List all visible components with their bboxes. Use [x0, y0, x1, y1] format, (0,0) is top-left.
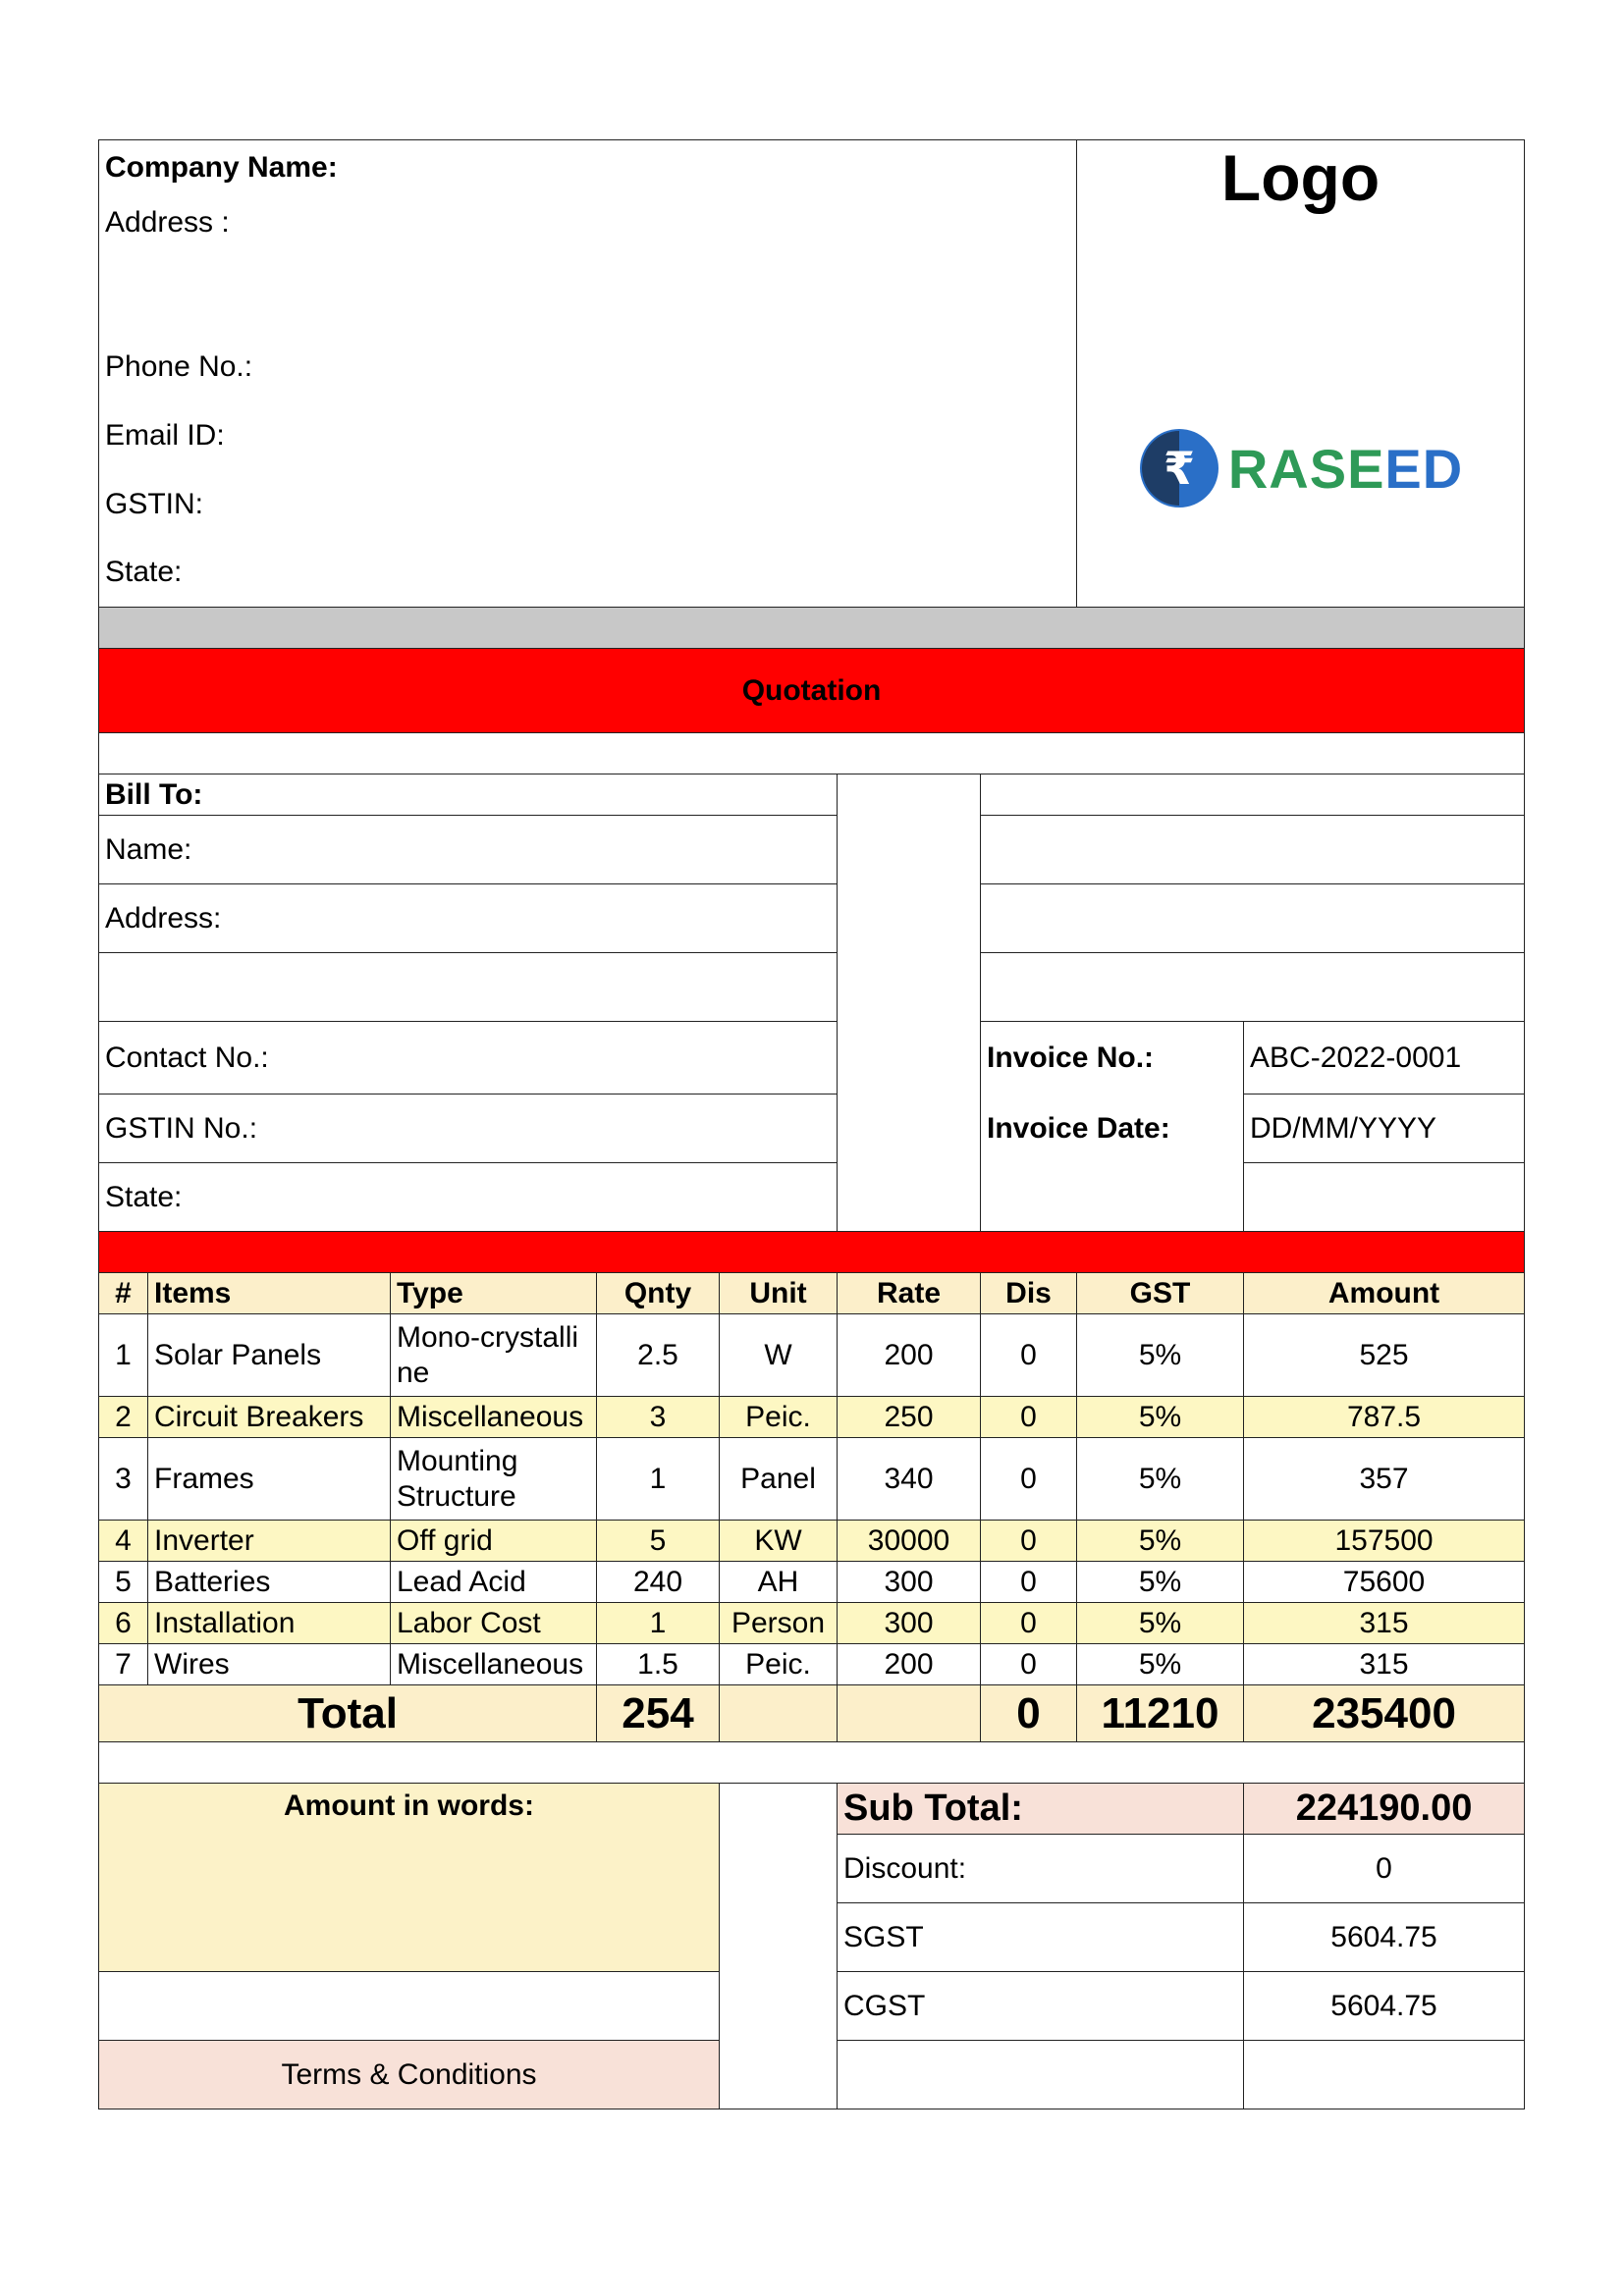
total-dis: 0	[981, 1685, 1077, 1742]
page-title: Quotation	[99, 649, 1525, 733]
table-row: 6 Installation Labor Cost 1 Person 300 0 5% 315	[99, 1603, 1525, 1644]
table-row: 2 Circuit Breakers Miscellaneous 3 Peic. 250 0 5% 787.5	[99, 1397, 1525, 1438]
header-amount: Amount	[1244, 1273, 1525, 1314]
amount-in-words-label: Amount in words:	[99, 1784, 720, 1972]
total-row	[99, 1685, 1525, 1742]
rupee-symbol: ₹	[1163, 442, 1195, 495]
bill-to-address-label: Address:	[99, 884, 838, 953]
table-row: 3 Frames Mounting Structure 1 Panel 340 0 5% 357	[99, 1438, 1525, 1521]
header-items: Items	[148, 1273, 391, 1314]
bill-to-gstin-label: GSTIN No.:	[99, 1095, 838, 1163]
header-unit: Unit	[720, 1273, 838, 1314]
header-rate: Rate	[838, 1273, 981, 1314]
total-amount: 235400	[1244, 1685, 1525, 1742]
rupee-coin-icon	[1138, 427, 1220, 509]
company-state-label: State:	[99, 539, 1077, 608]
sgst-value: 5604.75	[1244, 1903, 1525, 1972]
company-email-label: Email ID:	[99, 401, 1077, 470]
brand-word-part1: RASE	[1227, 437, 1385, 500]
quotation-sheet	[98, 139, 1525, 2109]
discount-label: Discount:	[838, 1835, 1244, 1903]
invoice-number-label: Invoice No.:	[981, 1022, 1244, 1095]
brand-word-part2: ED	[1384, 437, 1464, 500]
company-address-label: Address :	[99, 195, 1077, 250]
bill-to-contact-label: Contact No.:	[99, 1022, 838, 1095]
company-phone-label: Phone No.:	[99, 333, 1077, 401]
logo-panel	[1077, 140, 1525, 608]
table-row: 1 Solar Panels Mono-crystalline 2.5 W 200 0 5% 525	[99, 1314, 1525, 1397]
header-gst: GST	[1077, 1273, 1244, 1314]
total-qty: 254	[597, 1685, 720, 1742]
table-row: 5 Batteries Lead Acid 240 AH 300 0 5% 75600	[99, 1562, 1525, 1603]
company-name-label: Company Name:	[99, 140, 1077, 195]
terms-conditions-label: Terms & Conditions	[99, 2041, 720, 2109]
cgst-label: CGST	[838, 1972, 1244, 2041]
cgst-value: 5604.75	[1244, 1972, 1525, 2041]
header-type: Type	[391, 1273, 597, 1314]
red-separator	[99, 1232, 1525, 1273]
sgst-label: SGST	[838, 1903, 1244, 1972]
header-dis: Dis	[981, 1273, 1077, 1314]
company-gstin-label: GSTIN:	[99, 470, 1077, 539]
table-row: 7 Wires Miscellaneous 1.5 Peic. 200 0 5% 315	[99, 1644, 1525, 1685]
bill-to-heading: Bill To:	[99, 774, 838, 816]
subtotal-label: Sub Total:	[838, 1784, 1244, 1835]
raseed-brand-logo	[1083, 427, 1518, 509]
bill-to-state-label: State:	[99, 1163, 838, 1232]
subtotal-value: 224190.00	[1244, 1784, 1525, 1835]
header-qnty: Qnty	[597, 1273, 720, 1314]
total-gst: 11210	[1077, 1685, 1244, 1742]
items-table-header	[99, 1273, 1525, 1314]
header-number: #	[99, 1273, 148, 1314]
logo-placeholder: Logo	[1220, 141, 1380, 214]
invoice-date-label: Invoice Date:	[981, 1095, 1244, 1163]
discount-value: 0	[1244, 1835, 1525, 1903]
invoice-date-value: DD/MM/YYYY	[1244, 1095, 1525, 1163]
grey-separator	[99, 608, 1525, 649]
table-row: 4 Inverter Off grid 5 KW 30000 0 5% 157500	[99, 1521, 1525, 1562]
invoice-number-value: ABC-2022-0001	[1244, 1022, 1525, 1095]
total-label: Total	[99, 1685, 597, 1742]
bill-to-name-label: Name:	[99, 816, 838, 884]
